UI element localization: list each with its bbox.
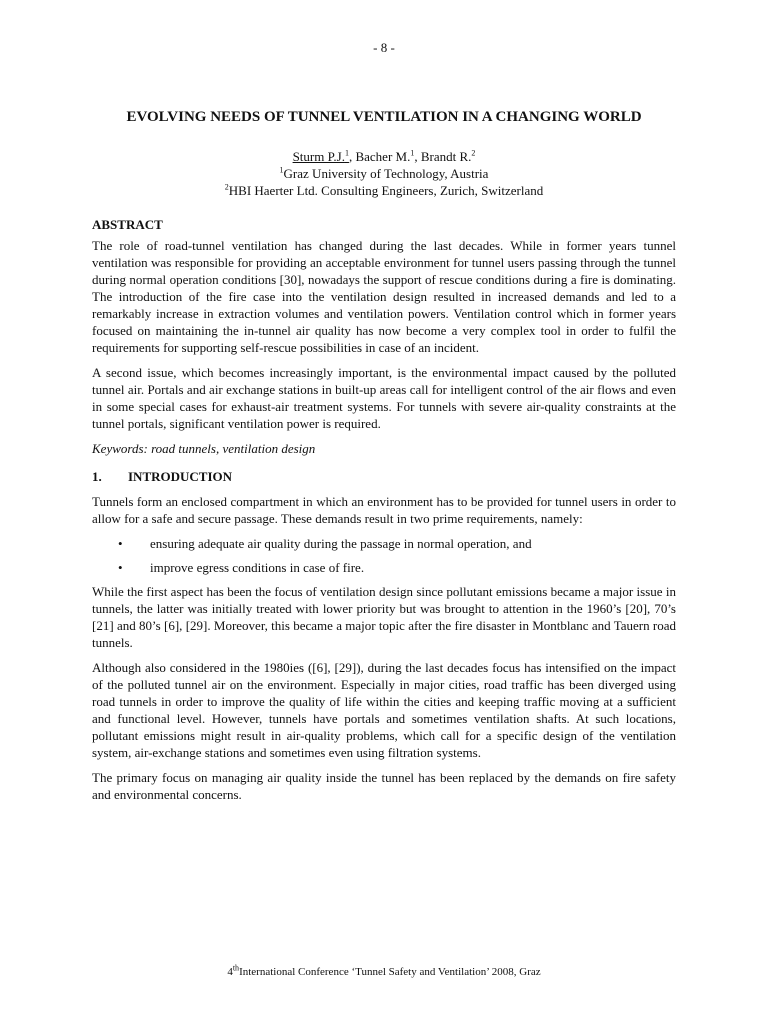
page-number: - 8 - — [373, 40, 395, 55]
intro-paragraph-2: While the first aspect has been the focus of ventilation design since pollutant emissions became a major issue in tunnels, the latter was initially treated with lower priority but was brought to attention in the 1960’s [20], 70’s [21] and 80’s [6], [29]. Moreover, this became a major topic after the fire disaster in Montblanc and Tauern road tunnels. — [92, 584, 676, 650]
intro-paragraph-4: The primary focus on managing air quality inside the tunnel has been replaced by the demands on fire safety and environmental concerns. — [92, 770, 676, 802]
section-title: INTRODUCTION — [128, 469, 233, 484]
affiliation-1: $^1$Graz University of Technology, Austria — [279, 165, 489, 181]
keywords: Keywords: road tunnels, ventilation design — [92, 441, 316, 456]
bullet-icon: • — [118, 536, 123, 551]
page-footer: 4thInternational Conference ‘Tunnel Safety and Ventilation’ 2008, Graz — [227, 963, 541, 978]
author-block — [92, 148, 676, 199]
author-first: Sturm P.J.$^1$ — [292, 148, 349, 164]
author-third: , Brandt R. — [414, 149, 472, 164]
intro-paragraph-3: Although also considered in the 1980ies ([6], [29]), during the last decades focus has intensified on the impact of the polluted tunnel air on the environment. Especially in major cities, road traffic has been diverged using road tunnels in order to improve the quality of life within the cities and keeping traffic moving at a sufficient and functional level. However, tunnels have portals and sometimes ventilation shafts. At such locations, pollutant emissions might result in air-quality problems, which call for a specific design of the ventilation system, air-exchange stations and sometimes even using filtration systems. — [92, 660, 676, 760]
paper-title: EVOLVING NEEDS OF TUNNEL VENTILATION IN A CHANGING WORLD — [126, 109, 642, 125]
author-second: , Bacher M. — [348, 149, 411, 164]
list-item: • ensuring adequate air quality during the passage in normal operation, and — [92, 535, 676, 552]
bullet-icon: • — [118, 560, 123, 575]
author-line: Sturm P.J.$^1$, Bacher M.$^1$, Brandt R.$^2$ — [292, 148, 476, 164]
intro-paragraph-1: Tunnels form an enclosed compartment in which an environment has to be provided for tunnel users in order to allow for a safe and secure passage. These demands result in two prime requirements, namely: — [92, 494, 676, 526]
affiliation-2: $^2$HBI Haerter Ltd. Consulting Engineers, Zurich, Switzerland — [224, 182, 544, 198]
section-number: 1. — [92, 469, 102, 484]
paper-page — [92, 40, 676, 811]
list-item: • improve egress conditions in case of fire. — [92, 559, 676, 576]
abstract-heading: ABSTRACT — [92, 217, 163, 232]
abstract-paragraph-2: A second issue, which becomes increasingly important, is the environmental impact caused by the polluted tunnel air. Portals and air exchange stations in built-up areas call for intelligent control of the air flows and even in some special cases for exhaust-air treatment systems. For tunnels with severe air-quality constraints at the tunnel portals, significant ventilation power is required. — [92, 365, 676, 431]
requirements-list — [92, 535, 676, 576]
abstract-paragraph-1: The role of road-tunnel ventilation has changed during the last decades. While in former years tunnel ventilation was responsible for providing an acceptable environment for tunnel users passing through the tunnel during normal operation conditions [30], nowadays the support of rescue conditions during a fire is dominating. The introduction of the fire case into the ventilation design resulted in increased demands and led to a remarkably increase in extraction volumes and ventilation powers. Ventilation control which in former years focused on maintaining the in-tunnel air quality has now become a very complex tool in order to fulfil the requirements for supporting self-rescue possibilities in case of an incident. — [92, 238, 676, 355]
section-heading-introduction — [92, 469, 676, 485]
